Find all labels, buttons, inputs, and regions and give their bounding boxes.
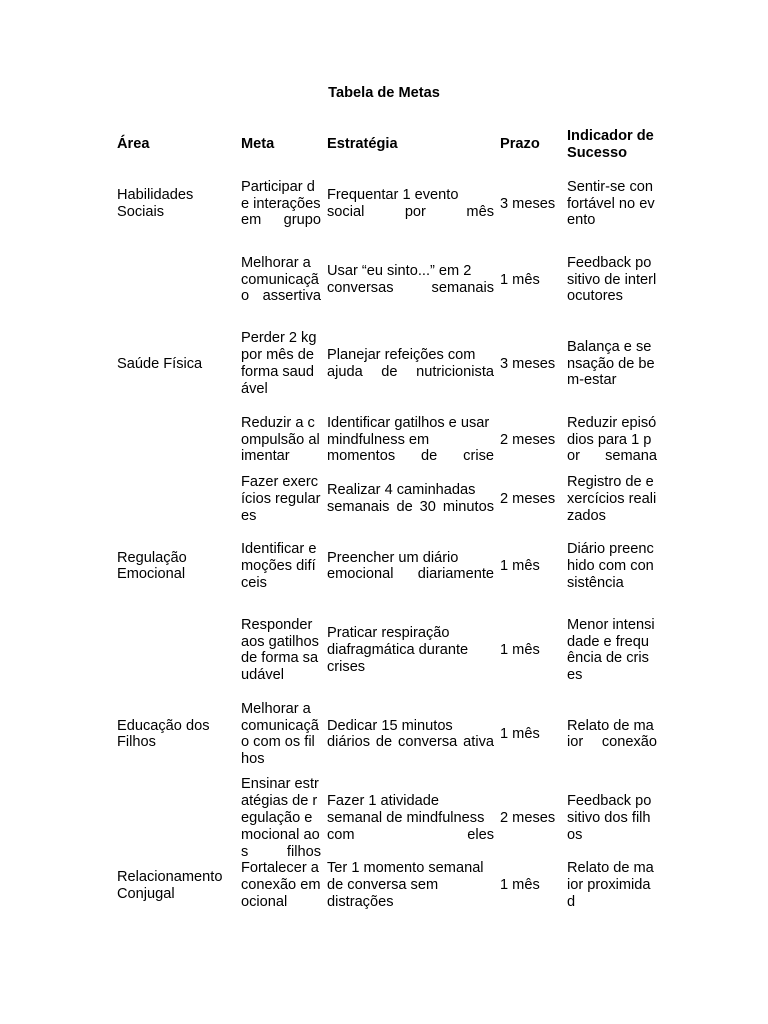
goals-table: [111, 119, 657, 911]
cell-area: Relacionamento Conjugal: [117, 868, 223, 902]
cell-goal: Fazer exercícios regulares: [241, 474, 321, 524]
cell-deadline: 2 meses: [500, 431, 556, 448]
cell-area: [111, 406, 235, 474]
cell-strategy: Praticar respiração diafragmática durante crises: [327, 625, 469, 675]
cell-deadline: 1 mês: [500, 641, 540, 658]
table-row: [111, 322, 657, 406]
cell-indicator: Sentir-se confortável no evento: [567, 178, 655, 229]
header-area: Área: [117, 136, 150, 153]
cell-strategy: Identificar gatilhos e usar mindfulness em momentos de crise: [327, 414, 494, 465]
cell-indicator: Feedback positivo dos filhos: [567, 793, 652, 843]
page-title: Tabela de Metas: [328, 85, 440, 101]
cell-deadline: 1 mês: [500, 877, 540, 894]
table-row: [111, 776, 657, 860]
cell-goal: Fortalecer a conexão emocional: [241, 860, 321, 910]
cell-deadline: 3 meses: [500, 195, 556, 212]
cell-deadline: 2 meses: [500, 490, 556, 507]
cell-area: [111, 238, 235, 322]
cell-strategy: Fazer 1 atividade semanal de mindfulness com eles: [327, 793, 494, 843]
header-indicator-line: Indicador: [567, 127, 633, 144]
table-row: [111, 474, 657, 524]
cell-indicator: Relato de maior conexão: [567, 717, 657, 751]
cell-indicator: Diário preenchido com consistência: [567, 541, 654, 591]
table-row: [111, 524, 657, 608]
cell-strategy: Preencher um diário emocional diariamente: [327, 549, 494, 583]
table-row: [111, 860, 657, 910]
cell-area: Regulação Emocional: [117, 549, 187, 583]
cell-strategy: Usar “eu sinto...” em 2 conversas semanais: [327, 263, 494, 296]
cell-goal: Identificar emoções difíceis: [241, 541, 317, 591]
cell-indicator: Relato de maior proximidad: [567, 860, 654, 910]
cell-strategy: Ter 1 momento semanal de conversa sem distrações: [327, 860, 484, 910]
cell-area: [111, 608, 235, 692]
cell-goal: Responder aos gatilhos de forma saudável: [241, 616, 319, 684]
header-indicator-line: Sucesso: [567, 144, 628, 161]
cell-strategy: Planejar refeições com ajuda de nutricionista: [327, 347, 494, 380]
cell-strategy: Dedicar 15 minutos diários de conversa ativa: [327, 717, 494, 751]
cell-area: Educação dos Filhos: [117, 717, 210, 751]
table-row: [111, 406, 657, 474]
header-indicator-line: de: [636, 127, 654, 144]
cell-indicator: Registro de exercícios realizados: [567, 474, 657, 524]
cell-area: Saúde Física: [117, 355, 203, 372]
cell-goal: Melhorar a comunicação com os filhos: [241, 700, 319, 768]
cell-deadline: 1 mês: [500, 557, 540, 574]
table-row: [111, 170, 657, 238]
cell-strategy: Frequentar 1 evento social por mês: [327, 187, 494, 220]
cell-indicator: Balança e sensação de bem-estar: [567, 338, 655, 389]
cell-strategy: Realizar 4 caminhadas semanais de 30 minutos: [327, 482, 494, 516]
table-header-row: [111, 119, 657, 170]
cell-deadline: 1 mês: [500, 271, 540, 288]
table-row: [111, 692, 657, 776]
table-row: [111, 238, 657, 322]
cell-area: [111, 474, 235, 524]
cell-area: Habilidades Sociais: [117, 187, 194, 220]
cell-goal: Participar de interações em grupo: [241, 178, 321, 229]
cell-deadline: 3 meses: [500, 355, 556, 372]
cell-goal: Perder 2 kg por mês de forma saudável: [241, 330, 317, 397]
cell-goal: Reduzir a compulsão alimentar: [241, 414, 320, 465]
table-row: [111, 608, 657, 692]
cell-goal: Ensinar estratégias de regulação emocional aos filhos: [241, 776, 321, 860]
cell-area: [111, 776, 235, 860]
header-goal: Meta: [241, 136, 275, 153]
cell-deadline: 2 meses: [500, 809, 556, 826]
cell-indicator: Feedback positivo de interlocutores: [567, 254, 657, 305]
header-indicator: [561, 119, 657, 170]
cell-goal: Melhorar a comunicação assertiva: [241, 254, 321, 305]
cell-indicator: Menor intensidade e frequência de crises: [567, 616, 655, 684]
cell-deadline: 1 mês: [500, 725, 540, 742]
cell-indicator: Reduzir episódios para 1 por semana: [567, 414, 657, 465]
header-strategy: Estratégia: [327, 136, 398, 153]
header-deadline: Prazo: [500, 136, 540, 153]
